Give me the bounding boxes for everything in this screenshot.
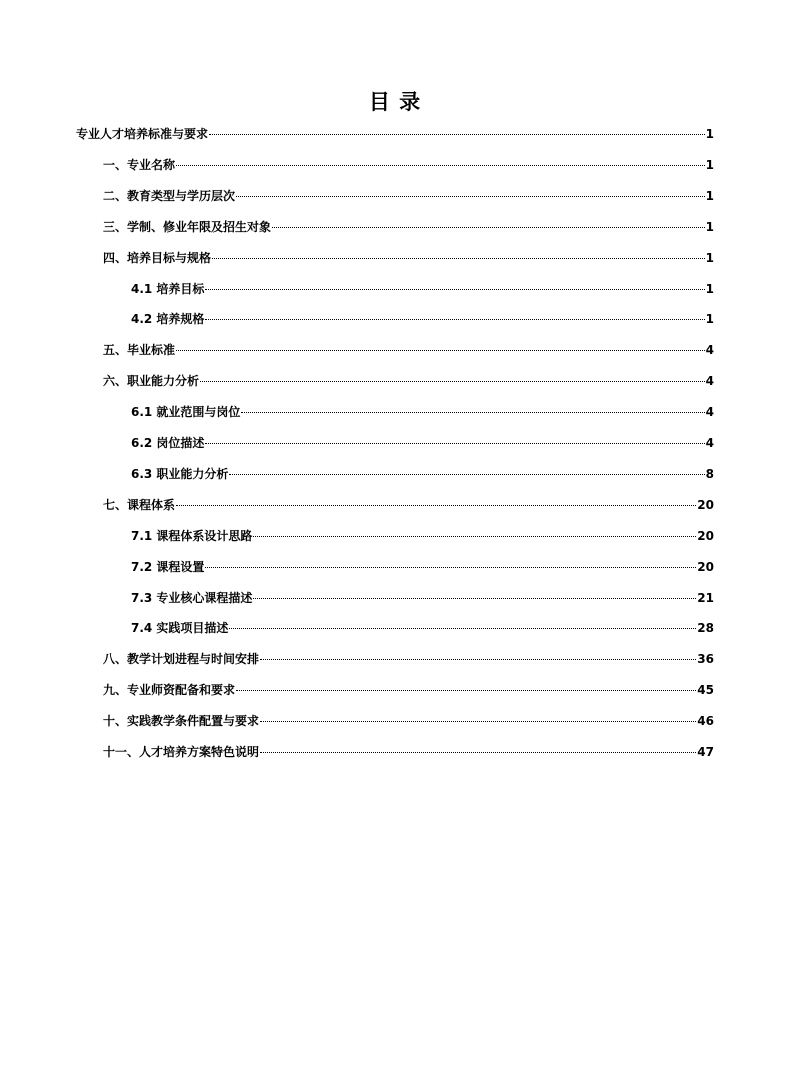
toc-entry[interactable]: [103, 649, 714, 669]
toc-entry-title: 七、课程体系: [103, 497, 176, 512]
toc-entry-title: 4.1 培养目标: [131, 281, 205, 296]
toc-entry-title: 三、学制、修业年限及招生对象: [103, 219, 272, 234]
toc-entry-page-number: 1: [705, 127, 714, 141]
toc-entry-title: 7.1 课程体系设计思路: [131, 528, 253, 543]
toc-entry-page-number: 20: [697, 497, 714, 512]
toc-entry-title: 五、毕业标准: [103, 343, 176, 358]
toc-entry-page-number: 20: [697, 528, 714, 543]
toc-dot-leader: [209, 134, 705, 135]
toc-entry-title: 十、实践教学条件配置与要求: [103, 714, 260, 729]
toc-entry-title: 六、职业能力分析: [103, 374, 200, 389]
toc-dot-leader: [176, 505, 696, 506]
toc-entry[interactable]: [103, 680, 714, 700]
toc-entry[interactable]: [131, 588, 714, 608]
toc-entry-page-number: 1: [705, 281, 714, 296]
toc-entry[interactable]: [103, 248, 714, 268]
toc-entry-page-number: 28: [697, 621, 714, 636]
toc-dot-leader: [260, 659, 696, 660]
toc-entry-page-number: 1: [705, 250, 714, 265]
toc-dot-leader: [200, 381, 705, 382]
toc-entry-page-number: 1: [705, 312, 714, 327]
toc-dot-leader: [272, 227, 705, 228]
toc-entry-title: 一、专业名称: [103, 157, 176, 172]
toc-dot-leader: [229, 474, 704, 475]
toc-entry-page-number: 46: [697, 714, 714, 729]
toc-entry-title: 6.3 职业能力分析: [131, 466, 229, 481]
toc-entry[interactable]: [131, 557, 714, 577]
toc-entry-page-number: 36: [697, 652, 714, 667]
toc-dot-leader: [205, 567, 696, 568]
toc-dot-leader: [253, 598, 696, 599]
toc-entry[interactable]: [131, 402, 714, 422]
toc-dot-leader: [253, 536, 696, 537]
toc-entry[interactable]: [131, 309, 714, 329]
toc-entry-title: 4.2 培养规格: [131, 312, 205, 327]
toc-dot-leader: [176, 350, 705, 351]
toc-entry-title: 九、专业师资配备和要求: [103, 683, 236, 698]
toc-entry[interactable]: [131, 618, 714, 638]
toc-entry[interactable]: [131, 526, 714, 546]
toc-entry-page-number: 4: [705, 343, 714, 358]
toc-entry-title: 二、教育类型与学历层次: [103, 188, 236, 203]
toc-entry-page-number: 45: [697, 683, 714, 698]
toc-entry-page-number: 4: [705, 374, 714, 389]
toc-dot-leader: [205, 289, 704, 290]
toc-dot-leader: [241, 412, 704, 413]
toc-entry[interactable]: [103, 340, 714, 360]
toc-entry-title: 四、培养目标与规格: [103, 250, 212, 265]
toc-entry-page-number: 8: [705, 466, 714, 481]
toc-dot-leader: [236, 690, 696, 691]
toc-entry-title: 专业人才培养标准与要求: [76, 127, 209, 141]
toc-entry-title: 7.4 实践项目描述: [131, 621, 229, 636]
toc-entry-title: 八、教学计划进程与时间安排: [103, 652, 260, 667]
toc-entry-title: 6.2 岗位描述: [131, 436, 205, 450]
toc-dot-leader: [205, 443, 704, 444]
toc-dot-leader: [205, 319, 704, 320]
toc-entry[interactable]: [103, 495, 714, 515]
toc-entry-page-number: 47: [697, 745, 714, 759]
toc-entry[interactable]: [131, 279, 714, 299]
toc-entry-page-number: 4: [705, 436, 714, 450]
toc-entry[interactable]: [131, 464, 714, 484]
toc-entry[interactable]: [103, 711, 714, 731]
toc-dot-leader: [260, 721, 696, 722]
page-title: 目 录: [368, 90, 422, 114]
toc-entry-page-number: 1: [705, 219, 714, 234]
toc-entry[interactable]: [103, 155, 714, 175]
toc-entry-title: 7.2 课程设置: [131, 559, 205, 574]
toc-entry-title: 7.3 专业核心课程描述: [131, 590, 253, 605]
toc-entry[interactable]: [76, 124, 714, 144]
toc-entry[interactable]: [131, 433, 714, 453]
toc-entry[interactable]: [103, 186, 714, 206]
toc-dot-leader: [260, 752, 696, 753]
toc-entry-title: 十一、人才培养方案特色说明: [103, 745, 260, 759]
toc-dot-leader: [229, 628, 696, 629]
toc-entry-page-number: 4: [705, 405, 714, 420]
toc-entry-page-number: 1: [705, 188, 714, 203]
toc-dot-leader: [176, 165, 705, 166]
toc-entry[interactable]: [103, 371, 714, 391]
toc-entry-title: 6.1 就业范围与岗位: [131, 405, 241, 420]
toc-entry[interactable]: [103, 217, 714, 237]
toc-entry-page-number: 1: [705, 157, 714, 172]
toc-dot-leader: [212, 258, 705, 259]
toc-entry-page-number: 21: [697, 590, 714, 605]
toc-dot-leader: [236, 196, 705, 197]
toc-entry-page-number: 20: [697, 559, 714, 574]
toc-entry[interactable]: [103, 742, 714, 762]
